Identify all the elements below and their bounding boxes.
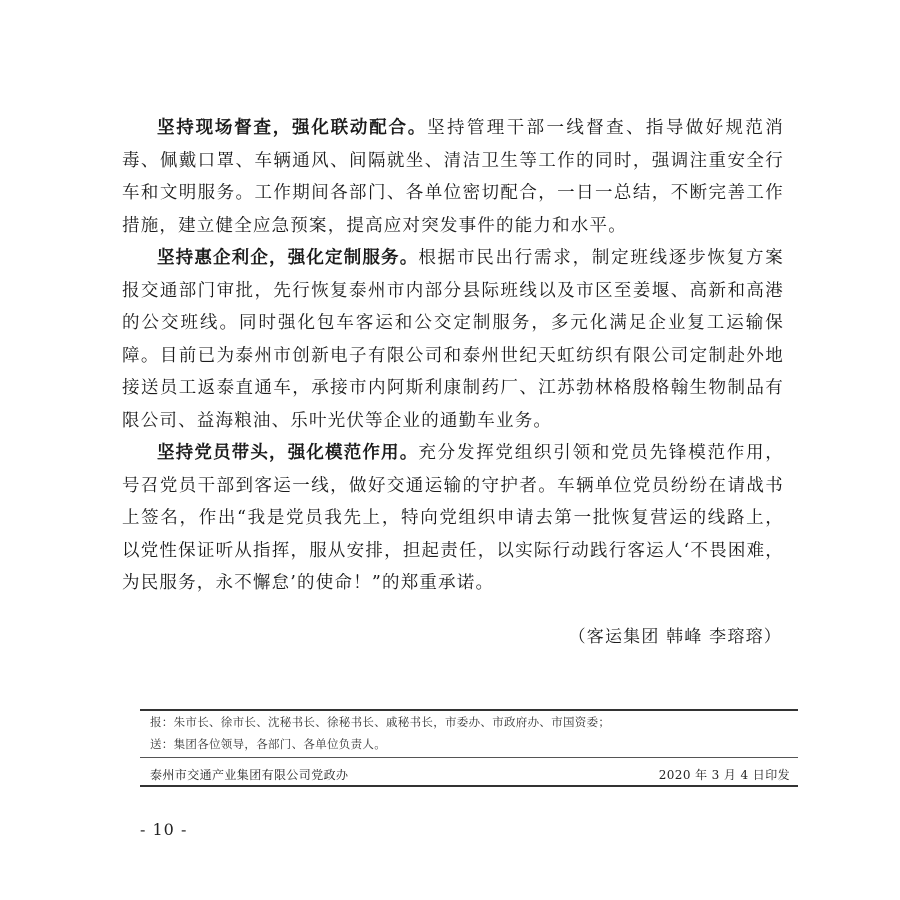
paragraph-party-members <box>122 437 784 600</box>
distribution-send: 送：集团各位领导，各部门、各单位负责人。 <box>150 737 386 751</box>
print-date: 2020 年 3 月 4 日印发 <box>658 768 790 782</box>
paragraph-text: 根据市民出行需求，制定班线逐步恢复方案报交通部门审批，先行恢复泰州市内部分县际班线以及市区至姜堰、高新和高港的公交班线。同时强化包车客运和公交定制服务，多元化满足企业复工运输保障。目前已为泰州市创新电子有限公司和泰州世纪天虹纺织有限公司定制赴外地接送员工返泰直通车，承接市内阿斯利康制药厂、江苏勃林格殷格翰生物制品有限公司、益海粮油、乐叶光伏等企业的通勤车业务。 <box>122 248 784 431</box>
distribution-top-rule <box>140 709 798 711</box>
page-number: - 10 - <box>140 820 188 839</box>
issuer: 泰州市交通产业集团有限公司党政办 <box>150 768 349 782</box>
paragraph-text: 坚持管理干部一线督查、指导做好规范消毒、佩戴口罩、车辆通风、间隔就坐、清洁卫生等工作的同时，强调注重安全行车和文明服务。工作期间各部门、各单位密切配合，一日一总结，不断完善工作措施，建立健全应急预案，提高应对突发事件的能力和水平。 <box>122 118 784 236</box>
body-text <box>122 112 784 600</box>
paragraph-heading: 坚持党员带头，强化模范作用。 <box>157 443 419 463</box>
signature: （客运集团 韩峰 李瑢瑢） <box>568 627 782 647</box>
paragraph-heading: 坚持惠企利企，强化定制服务。 <box>157 248 419 268</box>
paragraph-text: 充分发挥党组织引领和党员先锋模范作用，号召党员干部到客运一线，做好交通运输的守护者。车辆单位党员纷纷在请战书上签名，作出“我是党员我先上，特向党组织申请去第一批恢复营运的线路上，以党性保证听从指挥，服从安排，担起责任，以实际行动践行客运人‘不畏困难，为民服务，永不懈怠’的使命！”的郑重承诺。 <box>122 443 784 593</box>
paragraph-customized-service <box>122 242 784 437</box>
paragraph-heading: 坚持现场督查，强化联动配合。 <box>157 118 428 138</box>
distribution-bottom-rule <box>140 785 798 787</box>
distribution-middle-rule <box>140 757 798 758</box>
distribution-report: 报：朱市长、徐市长、沈秘书长、徐秘书长、戚秘书长，市委办、市政府办、市国资委； <box>150 715 611 729</box>
paragraph-site-inspection <box>122 112 784 242</box>
